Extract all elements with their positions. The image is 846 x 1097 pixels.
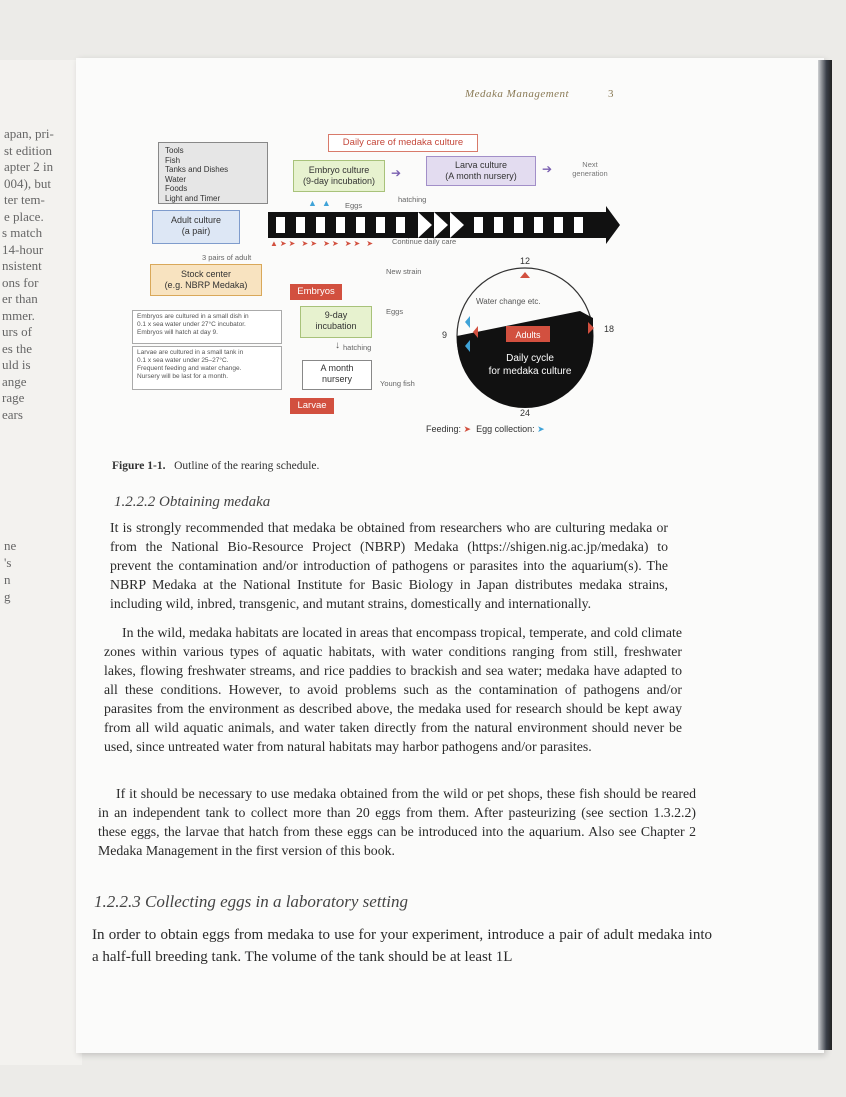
tools-item: Tanks and Dishes [165,165,229,174]
egg-collection-marker [465,316,470,328]
egg-collection-arrow-icon: ▲ ▲ [308,198,331,208]
paragraph [98,784,696,860]
tools-item: Water [165,174,187,184]
left-page-text-fragment: mmer. [2,307,35,323]
larva-note-line: 0.1 x sea water under 25–27°C. [137,357,229,364]
feeding-marker [520,272,530,278]
tools-item: Fish [165,155,181,165]
left-page-text-fragment: g [4,589,11,604]
diagram-legend [426,424,626,435]
embryo-note-line: Embryos will hatch at day 9. [137,329,218,336]
embryo-culture-box [293,160,385,192]
larva-culture-label: Larva culture [454,160,508,170]
clock-12: 12 [519,256,531,266]
section-heading-obtaining: 1.2.2.2 Obtaining medaka [114,494,271,510]
left-page-text-fragment: nsistent [2,258,42,273]
paragraph [110,518,668,613]
young-fish-label: Young fish [380,379,415,388]
month-nursery-sub: nursery [321,374,352,384]
figure-caption [112,460,319,472]
adult-culture-sub: (a pair) [181,226,211,236]
left-page-text-fragment: 004), but [4,175,51,191]
clock-24: 24 [519,408,531,416]
new-strain-label: New strain [386,267,422,276]
left-page-text-fragment: ne [4,538,17,553]
arrow-down-icon: ↓ [335,340,340,351]
eggs-label: Eggs [345,201,363,210]
nine-day-sub: incubation [315,321,357,331]
left-page-text-fragment: rage [2,390,25,405]
adult-culture-label: Adult culture [170,215,222,225]
water-change-label: Water change etc. [476,297,541,306]
embryos-label: Embryos [290,284,342,300]
embryo-note-line: 0.1 x sea water under 27°C incubator. [137,321,246,328]
larva-note-line: Larvae are cultured in a small tank in [137,349,244,356]
left-page-text-fragment: ter tem- [4,192,45,207]
adult-culture-box [152,210,240,244]
left-page-text-fragment: s match [2,225,43,240]
stock-center-box [150,264,262,296]
nine-day-label: 9-day [324,310,348,320]
tools-title: Tools [165,146,184,155]
feeding-arrows-icon: ▲➤➤ ➤➤ ➤➤ ➤➤ ➤ [270,239,376,248]
left-page-text-fragment: 's [4,555,12,570]
larva-culture-sub: (A month nursery) [445,171,517,181]
arrow-right-icon: ➔ [391,166,402,180]
tools-item: Light and Timer [165,193,221,203]
next-generation-label [560,160,620,182]
daily-cycle-sub: for medaka culture [488,366,572,377]
daily-cycle-label: Daily cycle [506,353,554,364]
month-nursery-label: A month [320,363,354,373]
clock-9: 9 [442,330,448,340]
paragraph [92,924,712,968]
left-page-text-fragment: urs of [2,324,32,339]
embryo-note-line: Embryos are cultured in a small dish in [137,313,249,320]
stock-center-sub: (e.g. NBRP Medaka) [164,280,248,290]
paragraph-text: In the wild, medaka habitats are located in areas that encompass tropical, temperate, and cold climate zones within various types of aquatic habitats, with water conditions ranging from still, freshwater lakes, flowing freshwater streams, and rice paddies to brackish and sea water; medaka have adapted to all these conditions. However, to avoid problems such as the contamination of pathogens and/or parasites from the environment as described above, the medaka used for research should be kept away from all wild aquatic animals, and water taken directly from the natural environment should never be used, since untreated water from natural habitats may harbor pathogens and/or parasites. [104,625,682,754]
caption-text: Outline of the rearing schedule. [174,460,320,472]
pairs-of-adult-label: 3 pairs of adult [202,253,252,262]
larva-culture-box [426,156,536,186]
left-page-text-fragment: er than [2,291,38,306]
left-page-text-fragment: ears [2,406,23,422]
tools-box [158,142,268,204]
left-page-text-fragment: uld is [2,357,31,372]
left-page-text-fragment: 14-hour [2,241,44,257]
paragraph [104,623,682,756]
next-generation-line: generation [572,169,608,178]
continue-daily-care-label: Continue daily care [392,237,457,246]
caption-label: Figure 1-1. [112,460,166,472]
hatching-label: hatching [343,343,372,352]
section-heading-collecting: 1.2.2.3 Collecting eggs in a laboratory setting [94,892,409,911]
running-head: Medaka Management [465,88,570,100]
hatching-label: hatching [398,195,427,204]
adults-label: Adults [515,330,541,340]
larva-note-line: Nursery will be last for a month. [137,373,229,380]
page-binding-edge [818,60,832,1050]
rearing-schedule-diagram [130,128,630,448]
embryo-culture-label: Embryo culture [308,165,370,175]
larva-note-line: Frequent feeding and water change. [137,365,242,372]
paragraph-text: If it should be necessary to use medaka obtained from the wild or pet shops, these fish should be reared in an independent tank to collect more than 20 eggs from them. After pasteurizing (see section 1.3.2.2) these eggs, the larvae that hatch from these eggs can be introduced into the aquarium. Also see Chapter 2 Medaka Management in the first version of this book. [98,786,696,858]
page-number: 3 [608,88,614,100]
left-page-text-fragment: ange [2,373,27,389]
timeline-arrow-tip [606,206,620,244]
month-nursery-box [302,360,372,390]
embryo-culture-sub: (9-day incubation) [302,176,376,186]
arrow-right-icon: ➔ [542,162,553,176]
feeding-arrow-icon: ➤ [463,424,472,434]
stock-center-label: Stock center [180,269,232,279]
left-page-text-fragment: st edition [4,142,53,158]
legend-egg-collection: Egg collection: [476,424,535,434]
left-page-text-fragment: ons for [2,274,39,290]
next-generation-line: Next [582,160,598,169]
egg-collection-arrow-icon: ➤ [537,424,545,434]
legend-feeding: Feeding: [426,424,462,434]
clock-18: 18 [604,324,615,334]
left-page-text-fragment: apter 2 in [4,159,54,174]
larvae-label: Larvae [290,398,334,414]
eggs-label: Eggs [386,307,404,316]
left-page-text-fragment: n [4,572,11,587]
daily-care-box: Daily care of medaka culture [328,134,478,152]
left-page-text-fragment: es the [2,340,32,356]
nine-day-incubation-box [300,306,372,338]
left-page-edge [0,60,82,1065]
tools-item: Foods [165,184,188,193]
left-page-text-fragment: e place. [4,208,44,224]
paragraph-text: In order to obtain eggs from medaka to use for your experiment, introduce a pair of adult medaka into a half-full breeding tank. The volume of the tank should be at least 1L [92,927,712,965]
timeline-band [268,212,608,238]
daily-cycle-clock [420,256,630,416]
embryo-note-box [132,310,282,344]
left-page-text-fragment: apan, pri- [4,126,54,141]
larva-note-box [132,346,282,390]
paragraph-text: It is strongly recommended that medaka be obtained from researchers who are culturing medaka or from the National Bio-Resource Project (NBRP) Medaka (https://shigen.nig.ac.jp/medaka) to prevent the contamination and/or introduction of pathogens or parasites into the aquarium(s). The NBRP Medaka at the National Institute for Basic Biology in Japan distributes medaka strains, including wild, inbred, transgenic, and mutant strains, domestically and internationally. [110,520,668,611]
